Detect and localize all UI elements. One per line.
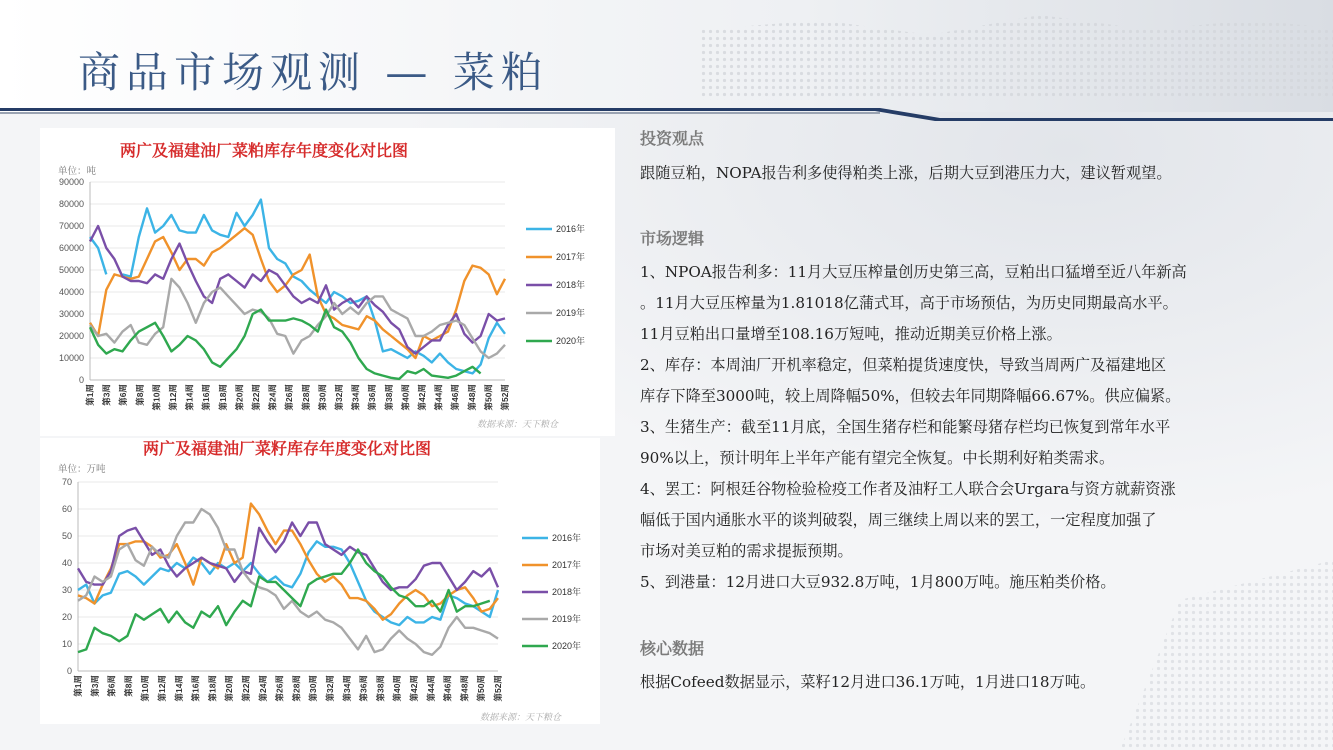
y-unit-label: 单位：万吨: [58, 464, 106, 475]
x-tick-label: 第46周: [442, 675, 453, 702]
x-tick-label: 第3周: [89, 675, 100, 697]
x-tick-label: 第12周: [157, 675, 167, 702]
data-source: 数据来源：天下粮仓: [480, 713, 562, 723]
y-tick-label: 60: [61, 504, 72, 514]
x-tick-label: 第34周: [350, 384, 361, 411]
x-tick-label: 第3周: [101, 384, 112, 406]
y-tick-label: 10000: [58, 353, 84, 363]
x-tick-label: 第44周: [425, 675, 436, 702]
series-line: [78, 541, 498, 625]
paragraph-line: 2、库存：本周油厂开机率稳定，但菜粕提货速度快，导致当周两广及福建地区: [640, 356, 1167, 374]
y-tick-label: 40000: [58, 287, 84, 297]
y-tick-label: 70: [61, 477, 72, 487]
section-head-core-data: 核心数据: [640, 639, 705, 658]
series-line: [78, 523, 498, 591]
paragraph-line: 根据Cofeed数据显示，菜籽12月进口36.1万吨，1月进口18万吨。: [640, 673, 1096, 691]
paragraph-line: 库存下降至3000吨，较上周降幅50%，但较去年同期降幅66.67%。供应偏紧。: [640, 387, 1181, 405]
x-tick-label: 第32周: [334, 384, 344, 411]
legend-label: 2019年: [556, 308, 586, 318]
x-tick-label: 第22周: [251, 384, 261, 411]
section-head-logic: 市场逻辑: [640, 229, 705, 248]
x-tick-label: 第46周: [450, 384, 461, 411]
paragraph-line: 跟随豆粕，NOPA报告利多使得粕类上涨，后期大豆到港压力大，建议暂观望。: [640, 164, 1172, 182]
x-tick-label: 第24周: [257, 675, 268, 702]
x-tick-label: 第42周: [417, 384, 427, 411]
x-tick-label: 第42周: [409, 675, 419, 702]
analysis-panel: [640, 126, 1300, 698]
y-tick-label: 0: [66, 666, 72, 676]
y-tick-label: 80000: [58, 199, 84, 209]
x-tick-label: 第38周: [375, 675, 386, 702]
chart-title: 两广及福建油厂菜粕库存年度变化对比图: [120, 141, 409, 160]
section-investment-body: [640, 158, 1300, 189]
series-line: [78, 504, 498, 620]
x-tick-label: 第36周: [367, 384, 378, 411]
y-tick-label: 30000: [58, 309, 84, 319]
paragraph-line: 。11月大豆压榨量为1.81018亿蒲式耳，高于市场预估，为历史同期最高水平。: [640, 294, 1178, 312]
x-tick-label: 第40周: [392, 675, 403, 702]
section-head-investment: 投资观点: [640, 129, 705, 148]
chart-1-svg: [40, 128, 615, 436]
x-tick-label: 第50周: [483, 384, 494, 411]
legend-label: 2016年: [556, 224, 586, 234]
paragraph-line: 5、到港量：12月进口大豆932.8万吨，1月800万吨。施压粕类价格。: [640, 573, 1116, 591]
y-tick-label: 20000: [58, 331, 84, 341]
paragraph-line: 市场对美豆粕的需求提振预期。: [640, 542, 853, 560]
x-tick-label: 第36周: [358, 675, 369, 702]
x-tick-label: 第12周: [168, 384, 178, 411]
data-source: 数据来源：天下粮仓: [477, 420, 559, 430]
y-tick-label: 40: [61, 558, 72, 568]
y-tick-label: 50: [61, 531, 72, 541]
x-tick-label: 第48周: [459, 675, 470, 702]
x-tick-label: 第52周: [500, 384, 510, 411]
legend-label: 2017年: [552, 560, 582, 570]
paragraph-line: 3、生猪生产：截至11月底，全国生猪存栏和能繁母猪存栏均已恢复到常年水平: [640, 418, 1171, 436]
y-tick-label: 20: [61, 612, 72, 622]
chart-2-svg: [40, 438, 600, 724]
x-tick-label: 第8周: [134, 384, 145, 406]
x-tick-label: 第20周: [234, 384, 245, 411]
section-core-data-body: [640, 667, 1300, 698]
x-tick-label: 第26周: [284, 384, 295, 411]
x-tick-label: 第18周: [217, 384, 228, 411]
y-tick-label: 70000: [58, 221, 84, 231]
paragraph-line: 1、NPOA报告利多：11月大豆压榨量创历史第三高，豆粕出口猛增至近八年新高: [640, 263, 1187, 281]
x-tick-label: 第28周: [300, 384, 311, 411]
legend-label: 2019年: [552, 614, 582, 624]
x-tick-label: 第1周: [85, 384, 95, 406]
x-tick-label: 第28周: [291, 675, 302, 702]
y-tick-label: 30: [61, 585, 72, 595]
x-tick-label: 第20周: [224, 675, 235, 702]
x-tick-label: 第30周: [308, 675, 319, 702]
paragraph-line: 90%以上，预计明年上半年产能有望完全恢复。中长期利好粕类需求。: [640, 449, 1115, 467]
x-tick-label: 第22周: [241, 675, 251, 702]
legend-label: 2018年: [552, 587, 582, 597]
x-tick-label: 第32周: [325, 675, 335, 702]
chart-title: 两广及福建油厂菜籽库存年度变化对比图: [143, 439, 432, 458]
x-tick-label: 第16周: [201, 384, 212, 411]
x-tick-label: 第14周: [173, 675, 184, 702]
page-title: 商品市场观测 — 菜粕: [78, 48, 549, 97]
x-tick-label: 第8周: [123, 675, 134, 697]
x-tick-label: 第10周: [151, 384, 162, 411]
legend-label: 2018年: [556, 280, 586, 290]
x-tick-label: 第48周: [466, 384, 477, 411]
y-tick-label: 50000: [58, 265, 84, 275]
x-tick-label: 第24周: [267, 384, 278, 411]
x-tick-label: 第38周: [383, 384, 394, 411]
x-tick-label: 第10周: [140, 675, 151, 702]
x-tick-label: 第18周: [207, 675, 218, 702]
paragraph-line: 11月豆粕出口量增至108.16万短吨，推动近期美豆价格上涨。: [640, 325, 1062, 343]
x-tick-label: 第34周: [341, 675, 352, 702]
y-unit-label: 单位：吨: [58, 166, 97, 177]
legend-label: 2020年: [556, 336, 586, 346]
x-tick-label: 第50周: [476, 675, 487, 702]
y-tick-label: 10: [61, 639, 72, 649]
chart-rapeseed-meal-inventory: [40, 128, 615, 436]
x-tick-label: 第14周: [184, 384, 195, 411]
x-tick-label: 第6周: [106, 675, 117, 697]
x-tick-label: 第1周: [73, 675, 83, 697]
x-tick-label: 第26周: [274, 675, 285, 702]
x-tick-label: 第6周: [118, 384, 129, 406]
y-tick-label: 0: [78, 375, 84, 385]
legend-label: 2017年: [556, 252, 586, 262]
y-tick-label: 60000: [58, 243, 84, 253]
section-logic-body: [640, 257, 1300, 598]
x-tick-label: 第40周: [400, 384, 411, 411]
paragraph-line: 4、罢工：阿根廷谷物检验检疫工作者及油籽工人联合会Urgara与资方就薪资涨: [640, 480, 1176, 498]
legend-label: 2020年: [552, 641, 582, 651]
y-tick-label: 90000: [58, 177, 84, 187]
x-tick-label: 第16周: [190, 675, 201, 702]
x-tick-label: 第30周: [317, 384, 328, 411]
chart-rapeseed-inventory: [40, 438, 600, 724]
legend-label: 2016年: [552, 533, 582, 543]
x-tick-label: 第44周: [433, 384, 444, 411]
paragraph-line: 幅低于国内通胀水平的谈判破裂，周三继续上周以来的罢工，一定程度加强了: [640, 511, 1157, 529]
x-tick-label: 第52周: [493, 675, 503, 702]
